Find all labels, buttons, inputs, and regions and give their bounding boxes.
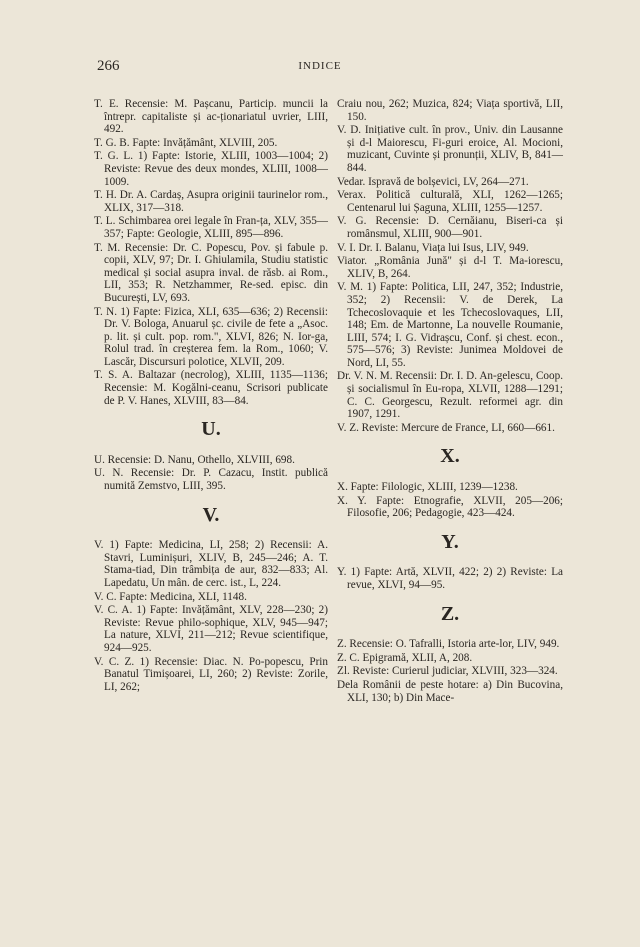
section-letter: X. bbox=[440, 445, 460, 468]
page-number: 266 bbox=[97, 58, 120, 74]
right-column bbox=[337, 98, 563, 705]
index-entry: Craiu nou, 262; Muzica, 824; Viața sportivă, LII, 150. bbox=[337, 98, 563, 123]
section-letter: V. bbox=[202, 503, 220, 526]
index-entry: T. G. L. 1) Fapte: Istorie, XLIII, 1003—1004; 2) Reviste: Revue des deux mondes, XLIII, 1008—1009. bbox=[94, 150, 328, 188]
index-entry: T. M. Recensie: Dr. C. Popescu, Pov. și fabule p. copii, XLV, 97; Dr. I. Ghiulamila, Studiu statistic medical și social asupra inval. de răsb. ai Rom., LII, 353; R. Netzhammer, Re-sed. episc. din București, LV, 693. bbox=[94, 241, 328, 304]
index-entry: V. I. Dr. I. Balanu, Viața lui Isus, LIV, 949. bbox=[337, 241, 529, 254]
index-entry: T. L. Schimbarea orei legale în Fran-ța, XLV, 355—357; Fapte: Geologie, XLIII, 895—896. bbox=[94, 215, 328, 240]
index-entry: Verax. Politică culturală, XLI, 1262—1265; Centenarul lui Șaguna, XLIII, 1255—1257. bbox=[337, 189, 563, 214]
section-letter: Y. bbox=[441, 530, 459, 553]
index-entry: X. Y. Fapte: Etnografie, XLVII, 205—206; Filosofie, 206; Pedagogie, 423—424. bbox=[337, 494, 563, 520]
index-entry: Zl. Reviste: Curierul judiciar, XLVIII, 323—324. bbox=[337, 665, 558, 678]
index-entry: T. N. 1) Fapte: Fizica, XLI, 635—636; 2) Recensii: Dr. V. Bologa, Anuarul șc. civile de fete a „Asoc. p. lit. și cult. pop. rom.", XLVI, 826; N. Ior-ga, Rolul trad. în creșterea fem. la Rom., 1060; V. Lascăr, Discursuri polotice, XLVII, 209. bbox=[94, 305, 328, 368]
index-entry: T. G. B. Fapte: Invățământ, XLVIII, 205. bbox=[94, 136, 278, 149]
left-column bbox=[94, 98, 328, 694]
index-entry: Vedar. Ispravă de bolșevici, LV, 264—271. bbox=[337, 175, 529, 188]
index-entry: U. Recensie: D. Nanu, Othello, XLVIII, 698. bbox=[94, 453, 295, 466]
index-entry: V. C. A. 1) Fapte: Invățământ, XLV, 228—230; 2) Reviste: Revue philo-sophique, XLV, 945—947; La nature, XLVI, 211—212; Revue scientifique, 924—925. bbox=[94, 604, 328, 654]
index-entry: Dr. V. N. M. Recensii: Dr. I. D. An-gelescu, Coop. și socialismul în Eu-ropa, XLVII, 1288—1291; C. C. Georgescu, Rezult. reformei agr. din 1907, 1291. bbox=[337, 370, 563, 421]
index-entry: V. D. Inițiative cult. în prov., Univ. din Lausanne și d-l Maiorescu, Fi-guri eroice, Al. Mocioni, muzicant, Cuvinte și pronunții, XLIV, B, 841—844. bbox=[337, 124, 563, 174]
index-entry: V. Z. Reviste: Mercure de France, LI, 660—661. bbox=[337, 421, 555, 434]
index-entry: V. G. Recensie: D. Cernăianu, Biseri-ca și românsmul, XLIII, 900—901. bbox=[337, 215, 563, 240]
index-entry: Y. 1) Fapte: Artă, XLVII, 422; 2) 2) Reviste: La revue, XLVI, 94—95. bbox=[337, 566, 563, 591]
page-title: INDICE bbox=[298, 60, 342, 72]
index-entry: V. 1) Fapte: Medicina, LI, 258; 2) Recensii: A. Stavri, Luminișuri, XLIV, B, 245—246; A. T. Stama-tiad, Din trâmbița de aur, 832—833; Al. Lapedatu, Un mân. de cerc. ist., L, 224. bbox=[94, 539, 328, 589]
index-entry: T. H. Dr. A. Cardaș, Asupra originii taurinelor rom., XLIX, 317—318. bbox=[94, 189, 328, 214]
index-entry: V. C. Fapte: Medicina, XLI, 1148. bbox=[94, 590, 247, 603]
index-entry: T. E. Recensie: M. Pașcanu, Particip. muncii la întrepr. capitaliste și ac-ționariatul uvrier, LIII, 492. bbox=[94, 98, 328, 136]
section-letter: U. bbox=[201, 418, 221, 441]
page-header bbox=[0, 58, 640, 78]
index-entry: Z. C. Epigramă, XLII, A, 208. bbox=[337, 651, 473, 664]
index-entry: V. C. Z. 1) Recensie: Diac. N. Po-popescu, Prin Banatul Timișoarei, LI, 260; 2) Reviste: Zorile, LI, 262; bbox=[94, 655, 328, 693]
index-entry: V. M. 1) Fapte: Politica, LII, 247, 352; Industrie, 352; 2) Recensii: V. de Derek, La Tchecoslovaquie et les Tchecoslovaques, LII, 148; Em. de Martonne, La nouvelle Roumanie, LIII, 574; I. G. Vidrașcu, Conf. și chest. econ., 575—576; 3) Reviste: Junimea Moldovei de Nord, LI, 55. bbox=[337, 281, 563, 369]
index-entry: X. Fapte: Filologic, XLIII, 1239—1238. bbox=[337, 481, 518, 494]
index-entry: T. S. A. Baltazar (necrolog), XLIII, 1135—1136; Recensie: M. Kogălni-ceanu, Scrisori publicate de P. V. Hanes, XLVIII, 83—84. bbox=[94, 369, 328, 407]
index-entry: Dela Românii de peste hotare: a) Din Bucovina, XLI, 130; b) Din Mace- bbox=[337, 678, 563, 704]
section-letter: Z. bbox=[440, 602, 460, 625]
index-entry: U. N. Recensie: Dr. P. Cazacu, Instit. publică numită Zemstvo, LIII, 395. bbox=[94, 467, 328, 493]
index-entry: Viator. „România Jună" și d-l T. Ma-iorescu, XLIV, B, 264. bbox=[337, 255, 563, 280]
index-entry: Z. Recensie: O. Tafralli, Istoria arte-lor, LIV, 949. bbox=[337, 638, 560, 651]
